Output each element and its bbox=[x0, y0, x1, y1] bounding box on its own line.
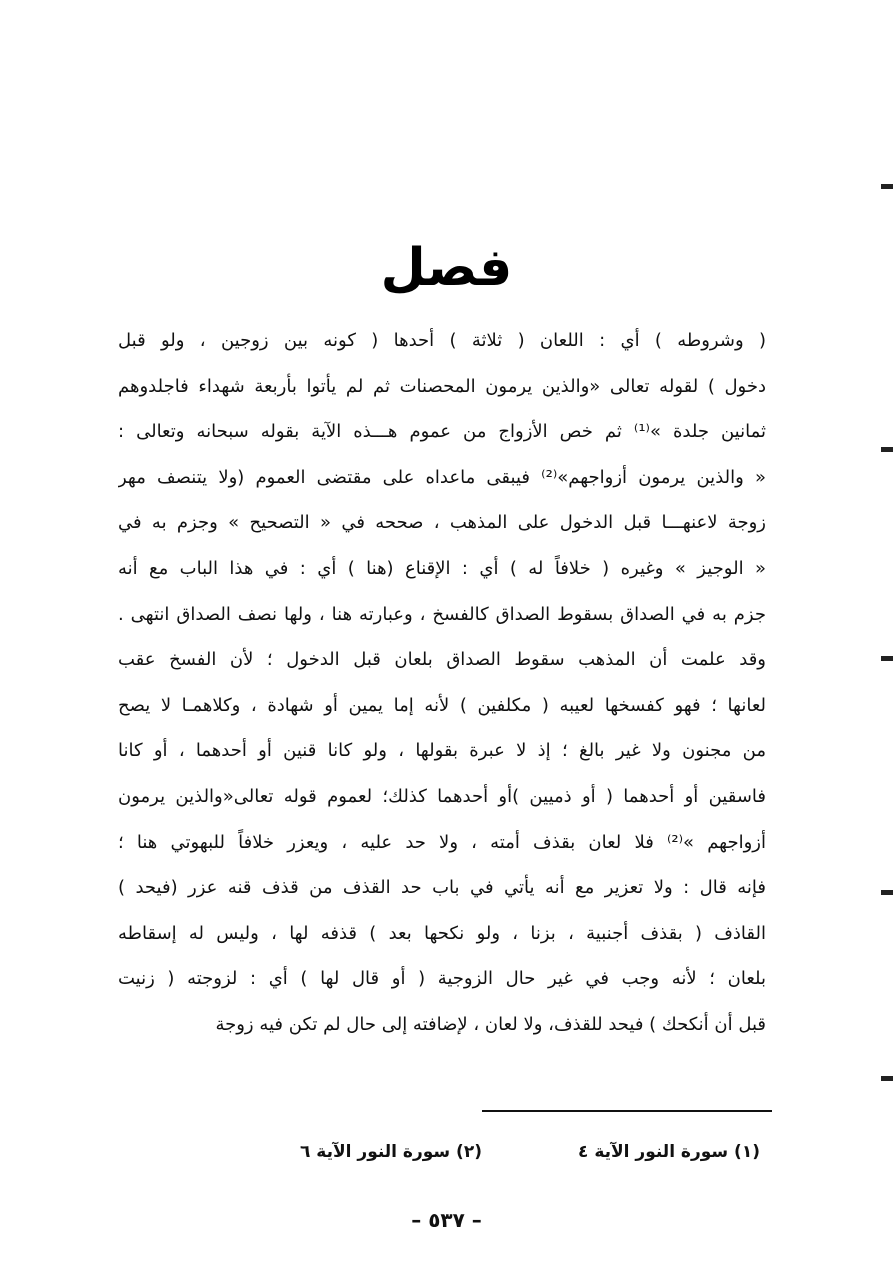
binding-mark bbox=[881, 656, 893, 661]
footnotes bbox=[300, 1142, 760, 1162]
body-line: قبل أن أنكحك ) فيحد للقذف، ولا لعان ، لإضافته إلى حال لم تكن فيه زوجة bbox=[215, 1013, 766, 1035]
binding-mark bbox=[881, 890, 893, 895]
body-line: زوجة لاعنهـــا قبل الدخول على المذهب ، صححه في « التصحيح » وجزم به في bbox=[118, 512, 766, 534]
body-line: القاذف ( بقذف أجنبية ، بزنا ، ولو نكحها بعد ) قذفه لها ، وليس له إسقاطه bbox=[118, 922, 766, 944]
binding-mark bbox=[881, 184, 893, 189]
body-line: وقد علمت أن المذهب سقوط الصداق بلعان قبل الدخول ؛ لأن الفسخ عقب bbox=[118, 649, 766, 671]
body-line: أزواجهم »⁽²⁾ فلا لعان بقذف أمته ، ولا حد عليه ، ويعزر خلافاً للبهوتي هنا ؛ bbox=[118, 831, 766, 853]
body-line: ثمانين جلدة »⁽¹⁾ ثم خص الأزواج من عموم هـــذه الآية بقوله سبحانه وتعالى : bbox=[118, 421, 766, 443]
body-text bbox=[118, 318, 766, 1048]
body-line: لعانها ؛ فهو كفسخها لعيبه ( مكلفين ) لأنه إما يمين أو شهادة ، وكلاهمـا لا يصح bbox=[118, 694, 766, 716]
footnote-1: (١) سورة النور الآية ٤ bbox=[578, 1142, 760, 1162]
body-line: دخول ) لقوله تعالى «والذين يرمون المحصنات ثم لم يأتوا بأربعة شهداء فاجلدوهم bbox=[118, 375, 766, 397]
binding-mark bbox=[881, 447, 893, 452]
footnote-divider bbox=[482, 1110, 772, 1112]
body-line: ( وشروطه ) أي : اللعان ( ثلاثة ) أحدها ( كونه بين زوجين ، ولو قبل bbox=[118, 330, 766, 351]
page-number: – ٥٣٧ – bbox=[411, 1208, 482, 1232]
footnote-2: (٢) سورة النور الآية ٦ bbox=[300, 1142, 482, 1162]
section-heading: فصل bbox=[380, 238, 513, 298]
binding-mark bbox=[881, 1076, 893, 1081]
body-line: فإنه قال : ولا تعزير مع أنه يأتي في باب حد القذف من قذف قنه عزر (فيحد ) bbox=[118, 877, 766, 899]
body-line: بلعان ؛ لأنه وجب في غير حال الزوجية ( أو قال لها ) أي : لزوجته ( زنيت bbox=[118, 968, 766, 990]
body-line: « الوجيز » وغيره ( خلافاً له ) أي : الإقناع (هنا ) أي : في هذا الباب مع أنه bbox=[118, 557, 766, 579]
body-line: جزم به في الصداق بسقوط الصداق كالفسخ ، وعبارته هنا ، ولها نصف الصداق انتهى . bbox=[118, 603, 766, 625]
body-line: « والذين يرمون أزواجهم»⁽²⁾ فيبقى ماعداه على مقتضى العموم (ولا يتنصف مهر bbox=[118, 466, 766, 488]
body-line: من مجنون ولا غير بالغ ؛ إذ لا عبرة بقولها ، ولو كانا قنين أو أحدهما ، أو كانا bbox=[118, 740, 766, 762]
body-line: فاسقين أو أحدهما ( أو ذميين )أو أحدهما كذلك؛ لعموم قوله تعالى«والذين يرمون bbox=[118, 785, 766, 807]
